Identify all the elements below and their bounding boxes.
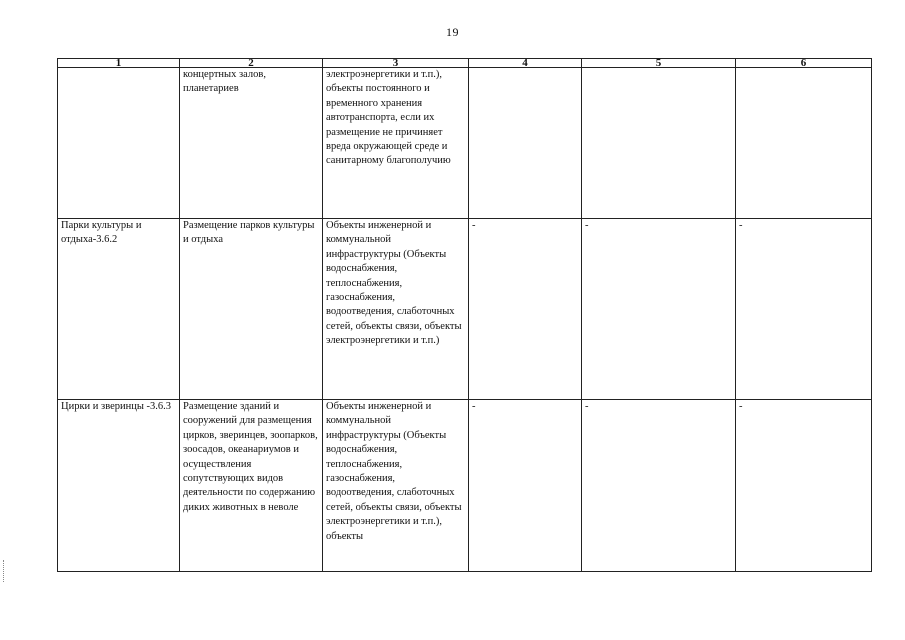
table-header-row xyxy=(58,59,872,68)
cell-description: концертных залов, планетариев xyxy=(180,68,323,219)
cell-description: Размещение зданий и сооружений для размещения цирков, зверинцев, зоопарков, зоосадов, океанариумов и осуществления сопутствующих видов деятельности по содержанию диких животных в неволе xyxy=(180,400,323,572)
scan-margin-mark xyxy=(3,560,6,582)
column-header-5: 5 xyxy=(582,59,736,68)
cell-column-6: - xyxy=(736,219,872,400)
page-number: 19 xyxy=(446,25,459,39)
cell-column-5: - xyxy=(582,219,736,400)
cell-land-use-type xyxy=(58,68,180,219)
cell-auxiliary-objects: Объекты инженерной и коммунальной инфраструктуры (Объекты водоснабжения, теплоснабжения, газоснабжения, водоотведения, слаботочных сетей, объекты связи, объекты электроэнергетики и т.п.) xyxy=(323,219,469,400)
cell-land-use-type: Цирки и зверинцы -3.6.3 xyxy=(58,400,180,572)
column-header-1: 1 xyxy=(58,59,180,68)
column-header-2: 2 xyxy=(180,59,323,68)
cell-column-4: - xyxy=(469,219,582,400)
cell-column-5: - xyxy=(582,400,736,572)
cell-column-6: - xyxy=(736,400,872,572)
column-header-6: 6 xyxy=(736,59,872,68)
cell-auxiliary-objects: электроэнергетики и т.п.), объекты постоянного и временного хранения автотранспорта, если их размещение не причиняет вреда окружающей среде и санитарному благополучию xyxy=(323,68,469,219)
cell-column-4: - xyxy=(469,400,582,572)
land-use-table xyxy=(57,58,872,572)
cell-auxiliary-objects: Объекты инженерной и коммунальной инфраструктуры (Объекты водоснабжения, теплоснабжения, газоснабжения, водоотведения, слаботочных сетей, объекты связи, объекты электроэнергетики и т.п.), объекты xyxy=(323,400,469,572)
table-row xyxy=(58,68,872,219)
table-row xyxy=(58,219,872,400)
column-header-4: 4 xyxy=(469,59,582,68)
cell-column-5 xyxy=(582,68,736,219)
cell-description: Размещение парков культуры и отдыха xyxy=(180,219,323,400)
column-header-3: 3 xyxy=(323,59,469,68)
cell-land-use-type: Парки культуры и отдыха-3.6.2 xyxy=(58,219,180,400)
cell-column-6 xyxy=(736,68,872,219)
cell-column-4 xyxy=(469,68,582,219)
table-row xyxy=(58,400,872,572)
